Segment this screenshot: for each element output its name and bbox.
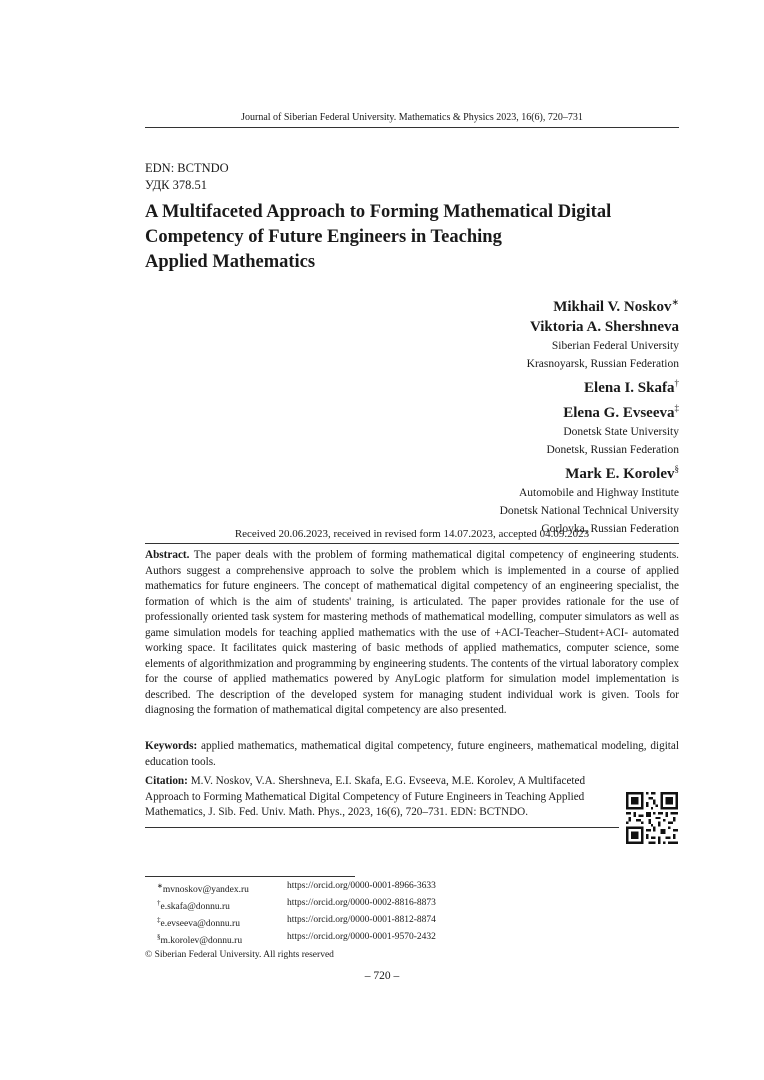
citation	[145, 774, 619, 828]
affiliation-city: Donetsk, Russian Federation	[546, 444, 679, 456]
title-line-1: A Multifaceted Approach to Forming Mathematical Digital	[145, 202, 612, 222]
keywords-text: applied mathematics, mathematical digital competency, future engineers, mathematical modeling, digital education tools.	[145, 740, 679, 768]
footnote-email: mvnoskov@yandex.ru	[162, 885, 249, 896]
abstract-text: The paper deals with the problem of forming mathematical digital competency of engineering students. Authors suggest a comprehensive approach to solve the problem which is implemented in a course of applied mathematics for future engineers. The concept of mathematical digital competency of an engineering specialist, the formation of which is the aim of students' training, is articulated. The paper provides rationale for the use of professionally oriented task system for mastering methods of mathematical modelling, computer simulators as well as game simulation models for teaching applied mathematics with the use of +ACI-Teacher–Student+ACI- automated working space. It facilitates quick mastering of basic methods of applied mathematics, computer science, some elements of algorithmization and programming by engineering students. The contents of the virtual laboratory complex for the course of applied mathematics powered by AnyLogic platform for simulation model implementation is described. The description of the developed system for managing student individual work is given. Tools for diagnosing the formation of mathematical digital competency are also presented.	[145, 549, 679, 716]
footnote-email: e.evseeva@donnu.ru	[160, 919, 240, 930]
paper-title	[145, 200, 705, 275]
title-line-2: Competency of Future Engineers in Teaching	[145, 227, 502, 247]
edn-code: EDN: BCTNDO	[145, 161, 229, 175]
footnote-email: e.skafa@donnu.ru	[160, 902, 230, 913]
citation-label: Citation:	[145, 775, 188, 787]
footnote-orcid: https://orcid.org/0000-0001-8966-3633	[287, 881, 436, 891]
affiliation-city: Gorlovka, Russian Federation	[541, 523, 679, 535]
footnote-row: §m.korolev@donnu.ru https://orcid.org/0000-0001-9570-2432	[157, 932, 436, 947]
footnote-row: ‡e.evseeva@donnu.ru https://orcid.org/0000-0001-8812-8874	[157, 915, 436, 930]
qr-code	[626, 792, 678, 844]
footnote-row: ∗mvnoskov@yandex.ru https://orcid.org/0000-0001-8966-3633	[157, 881, 436, 896]
author-block	[500, 292, 679, 538]
author-evseeva: Elena G. Evseeva‡	[563, 403, 679, 421]
keywords-label: Keywords:	[145, 740, 198, 752]
footnote-row: †e.skafa@donnu.ru https://orcid.org/0000-0002-8816-8873	[157, 898, 436, 913]
footnote-email: m.korolev@donnu.ru	[160, 936, 243, 947]
received-dates: Received 20.06.2023, received in revised form 14.07.2023, accepted 04.09.2023	[145, 528, 679, 544]
affiliation-org: Donetsk National Technical University	[499, 505, 679, 517]
citation-text: M.V. Noskov, V.A. Shershneva, E.I. Skafa, E.G. Evseeva, M.E. Korolev, A Multifaceted Approach to Forming Mathematical Digital Competency of Future Engineers in Teaching Applied Mathematics, J. Sib. Fed. Univ. Math. Phys., 2023, 16(6), 720–731. EDN: BCTNDO.	[145, 775, 586, 818]
author-noskov: Mikhail V. Noskov∗	[553, 297, 679, 315]
abstract-label: Abstract.	[145, 549, 190, 561]
page-number: – 720 –	[364, 970, 400, 982]
keywords	[145, 739, 679, 770]
footnote-orcid: https://orcid.org/0000-0002-8816-8873	[287, 898, 436, 909]
author-skafa: Elena I. Skafa†	[584, 378, 679, 396]
copyright-notice: © Siberian Federal University. All rights reserved	[145, 949, 334, 960]
footnote-orcid: https://orcid.org/0000-0001-9570-2432	[287, 932, 436, 943]
footnote-rule	[145, 876, 355, 877]
article-meta	[145, 160, 229, 194]
title-line-3: Applied Mathematics	[145, 252, 316, 272]
affiliation-city: Krasnoyarsk, Russian Federation	[526, 358, 679, 370]
affiliation-org: Donetsk State University	[563, 426, 679, 438]
running-head: Journal of Siberian Federal University. Mathematics & Physics 2023, 16(6), 720–731	[145, 112, 679, 128]
udk-code: УДК 378.51	[145, 178, 207, 192]
abstract	[145, 548, 679, 719]
author-shershneva: Viktoria A. Shershneva	[529, 319, 679, 335]
footnote-orcid: https://orcid.org/0000-0001-8812-8874	[287, 915, 436, 926]
affiliation-org: Siberian Federal University	[551, 340, 679, 352]
footnotes	[145, 880, 436, 962]
author-korolev: Mark E. Korolev§	[565, 464, 679, 482]
affiliation-org: Automobile and Highway Institute	[518, 487, 679, 499]
